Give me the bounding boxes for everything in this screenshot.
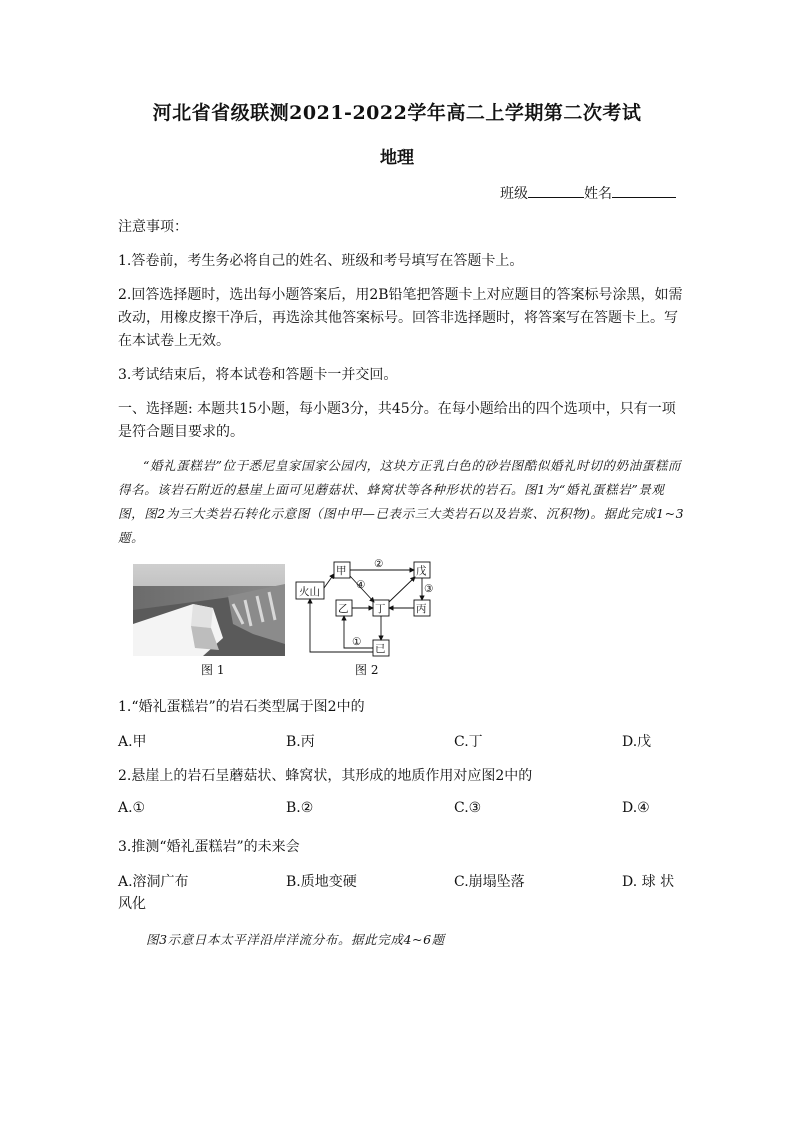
question-1-option-c[interactable]: C.丁: [454, 734, 483, 750]
label-wu: 戊: [416, 565, 427, 577]
question-1-option-b[interactable]: B.丙: [286, 734, 315, 750]
label-ji: 已: [375, 643, 386, 655]
rock-cycle-svg: [294, 556, 444, 666]
notes-item-1: 1.答卷前，考生务必将自己的姓名、班级和考号填写在答题卡上。: [118, 253, 524, 269]
exam-title: 河北省省级联测2021-2022学年高二上学期第二次考试: [152, 102, 642, 124]
notes-heading: 注意事项：: [118, 219, 188, 235]
question-1-option-d[interactable]: D.戊: [622, 734, 652, 750]
name-blank: [612, 183, 676, 198]
figure-1-caption: 图 1: [201, 663, 225, 677]
label-volcano: 火山: [299, 586, 320, 598]
question-2-stem: 2.悬崖上的岩石呈蘑菇状、蜂窝状，其形成的地质作用对应图2中的: [118, 768, 533, 784]
question-3-option-a[interactable]: A.溶洞广布: [118, 874, 189, 890]
notes-item-3: 3.考试结束后，将本试卷和答题卡一并交回。: [118, 367, 398, 383]
name-label: 姓名: [584, 186, 612, 202]
question-2-option-d[interactable]: D.④: [622, 800, 650, 816]
label-jia: 甲: [336, 565, 347, 577]
label-ding: 丁: [375, 603, 386, 615]
label-bing: 丙: [416, 603, 427, 615]
question-1-stem: 1.“婚礼蛋糕岩”的岩石类型属于图2中的: [118, 699, 365, 715]
figure-1-photo: [133, 564, 285, 656]
question-3-option-c[interactable]: C.崩塌坠落: [454, 874, 525, 890]
notes-item-2: 2.回答选择题时，选出每小题答案后，用2B铅笔把答题卡上对应题目的答案标号涂黑，如需改动，用橡皮擦干净后，再选涂其他答案标号。回答非选择题时，将答案写在答题卡上。写在本试卷上无效。: [118, 287, 683, 349]
passage-1: “婚礼蛋糕岩”位于悉尼皇家国家公园内，这块方正乳白色的砂岩图酷似婚礼时切的奶油蛋糕而得名。该岩石附近的悬崖上面可见蘑菇状、蜂窝状等各种形状的岩石。图1为“婚礼蛋糕岩”景观图，图2为三大类岩石转化示意图（图中甲—已表示三大类岩石以及岩浆、沉积物)。据此完成1~3题。: [118, 458, 685, 545]
question-3-option-b[interactable]: B.质地变硬: [286, 874, 357, 890]
class-blank: [528, 183, 584, 198]
figure-1-image: [133, 564, 285, 656]
question-3-stem: 3.推测“婚礼蛋糕岩”的未来会: [118, 839, 300, 855]
question-3-option-d[interactable]: D. 球 状: [622, 874, 675, 890]
question-2-option-a[interactable]: A.①: [118, 800, 146, 816]
subject-title: 地理: [380, 148, 414, 168]
label-arrow-1: ①: [352, 636, 362, 648]
label-arrow-4: ④: [356, 579, 366, 591]
class-label: 班级: [500, 186, 528, 202]
label-arrow-3: ③: [424, 583, 434, 595]
class-name-line: [500, 183, 676, 203]
question-1-option-a[interactable]: A.甲: [118, 734, 147, 750]
passage-2: 图3示意日本太平洋沿岸洋流分布。据此完成4~6题: [146, 932, 445, 947]
question-2-option-c[interactable]: C.③: [454, 800, 482, 816]
question-3-option-d-wrap: 风化: [118, 896, 146, 912]
section-intro: 一、选择题: 本题共15小题，每小题3分，共45分。在每小题给出的四个选项中，只有一项是符合题目要求的。: [118, 401, 676, 440]
question-2-option-b[interactable]: B.②: [286, 800, 314, 816]
figure-2-diagram: [294, 556, 444, 666]
label-arrow-2: ②: [374, 558, 384, 570]
label-yi: 乙: [338, 603, 349, 615]
figure-2-caption: 图 2: [355, 663, 379, 677]
